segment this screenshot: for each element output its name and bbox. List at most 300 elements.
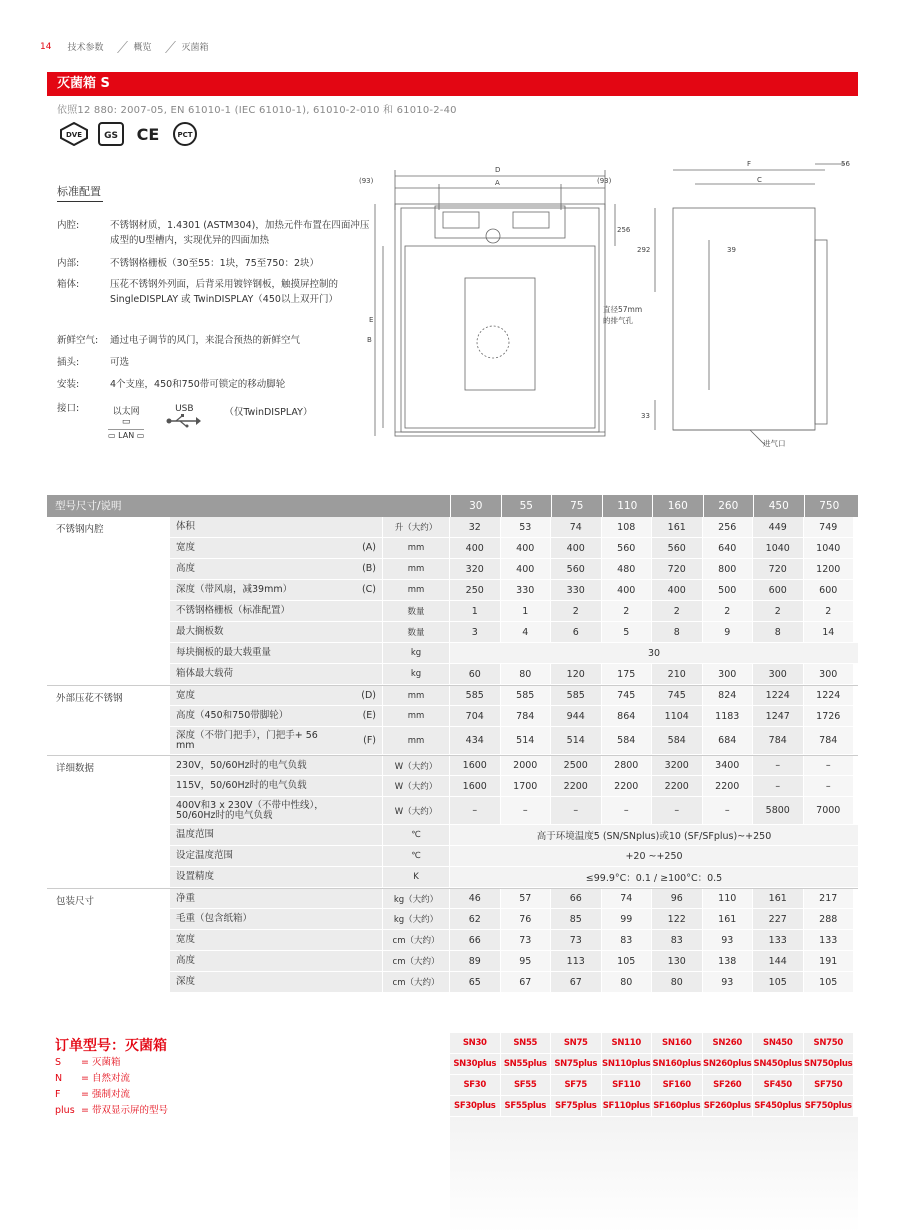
table-cell: 784 [804,727,855,754]
order-code: SN75 [551,1033,602,1053]
table-cell: 93 [703,972,754,992]
table-cell: 74 [551,517,602,537]
table-cell: 161 [703,909,754,929]
order-code: SN160plus [652,1054,703,1074]
table-cell: 3200 [652,756,703,775]
table-cell: 600 [753,580,804,600]
order-code: SF30plus [450,1096,501,1116]
table-cell: 514 [551,727,602,754]
certification-logos [60,122,198,146]
table-cell: 2 [753,601,804,621]
row-name [170,643,383,663]
order-code: SF260plus [703,1096,754,1116]
row-span-value: 高于环境温度5 (SN/SNplus)或10 (SF/SFplus)~+250 [450,825,858,845]
row-name [170,601,383,621]
table-cell: 300 [753,664,804,684]
row-span-value: +20 ~+250 [450,846,858,866]
table-cell: – [602,797,653,824]
config-value: 压花不锈钢外列面，后背采用镀锌钢板，触摸屏控制的SingleDISPLAY 或 TwinDISPLAY（450以上双开门） [110,279,339,305]
table-cell: 5 [602,622,653,642]
table-cell: 66 [551,889,602,908]
table-cell: 560 [652,538,703,558]
row-group [47,909,170,913]
table-cell: 2800 [602,756,653,775]
row-name-text: 最大搁板数 [176,626,224,637]
table-row [47,727,858,755]
row-name-text: 高度 [176,955,196,966]
table-cell: 500 [703,580,754,600]
table-cell: 400 [551,538,602,558]
row-name-text: 深度（带风扇，减39mm） [176,584,293,595]
page-title: 灭菌箱 S [47,72,858,96]
table-cell: 120 [551,664,602,684]
config-key: 内腔: [57,220,80,231]
row-unit: cm（大约） [383,930,450,950]
table-cell: 67 [551,972,602,992]
table-cell: 330 [551,580,602,600]
table-cell: 400 [602,580,653,600]
table-cell: 67 [501,972,552,992]
row-group [47,825,170,829]
ethernet-box: 以太网 ▭ ▭ LAN ▭ [108,404,144,440]
table-cell: 80 [652,972,703,992]
dim-e: E [369,316,374,324]
table-cell: 250 [450,580,501,600]
table-cell: 480 [602,559,653,579]
table-row [47,797,858,825]
table-cell: 53 [501,517,552,537]
table-cell: 584 [602,727,653,754]
table-cell: 4 [501,622,552,642]
table-cell: 300 [703,664,754,684]
table-cell: 144 [753,951,804,971]
order-code: SN30 [450,1033,501,1053]
row-name-text: 115V，50/60Hz时的电气负载 [176,780,307,791]
row-name-text: 净重 [176,892,196,904]
table-cell: 2 [703,601,754,621]
table-cell: 108 [602,517,653,537]
row-name [170,622,383,642]
standards-text: 依照12 880: 2007-05, EN 61010-1 (IEC 61010-1), 61010-2-010 和 61010-2-40 [57,105,457,116]
table-cell: 227 [753,909,804,929]
table-header [47,495,858,517]
order-code: SN260plus [703,1054,754,1074]
config-key: 插头: [57,357,80,368]
config-key: 箱体: [57,279,80,290]
order-row [450,1033,858,1054]
row-name [170,686,383,705]
order-code: SN55 [501,1033,552,1053]
row-name [170,727,383,754]
table-cell: 85 [551,909,602,929]
table-cell: 2200 [652,776,703,796]
breadcrumb-item[interactable]: 概览 [133,43,152,53]
row-name [170,889,383,908]
row-unit: mm [383,727,450,754]
front-view [375,170,615,436]
side-view [655,164,845,445]
dim-a: A [495,179,500,187]
table-cell: 46 [450,889,501,908]
row-group [47,622,170,626]
table-cell: 749 [804,517,855,537]
order-code: SN160 [652,1033,703,1053]
row-group [47,706,170,710]
row-group [47,727,170,731]
table-cell: 1183 [703,706,754,726]
table-cell: 320 [450,559,501,579]
table-cell: 3400 [703,756,754,775]
row-name-text: 400V和3 x 230V（不带中性线），50/60Hz时的电气负载 [176,799,324,821]
table-row [47,867,858,888]
table-cell: – [450,797,501,824]
table-cell: 6 [551,622,602,642]
row-unit: W（大约） [383,776,450,796]
table-cell: 1600 [450,756,501,775]
table-cell: 191 [804,951,855,971]
ethernet-port-icon: ▭ [121,417,131,427]
row-group [47,972,170,976]
order-code: SN750 [804,1033,855,1053]
row-group [47,797,170,801]
breadcrumb [40,40,209,53]
table-cell: 1104 [652,706,703,726]
row-unit: kg（大约） [383,889,450,908]
row-name [170,776,383,796]
row-unit: ℃ [383,846,450,866]
table-row [47,664,858,685]
table-row [47,601,858,622]
row-name-text: 箱体最大载荷 [176,668,234,679]
order-section [47,1033,858,1230]
config-key: 安装: [57,379,80,390]
row-unit: W（大约） [383,797,450,824]
row-unit: kg [383,664,450,684]
dim-256: 256 [617,226,631,234]
row-group [47,643,170,647]
order-legend [55,1055,168,1119]
order-row [450,1054,858,1075]
table-cell: 110 [703,889,754,908]
row-unit: cm（大约） [383,972,450,992]
row-unit: mm [383,580,450,600]
order-code: SF75plus [551,1096,602,1116]
table-cell: 2200 [551,776,602,796]
model-col: 55 [501,495,552,517]
order-code: SF750 [804,1075,855,1095]
table-cell: 400 [501,559,552,579]
table-cell: – [753,756,804,775]
legend-item: N = 自然对流 [55,1073,130,1084]
row-name [170,909,383,929]
row-name [170,846,383,866]
interfaces [108,404,312,440]
row-name [170,825,383,845]
table-cell: 161 [753,889,804,908]
model-col: 750 [804,495,855,517]
ce-text: CE [136,125,160,144]
table-cell: 1040 [753,538,804,558]
row-unit: mm [383,686,450,705]
row-group [47,951,170,955]
table-cell: 2000 [501,756,552,775]
table-cell: 73 [501,930,552,950]
table-cell: 3 [450,622,501,642]
order-code: SN110plus [602,1054,653,1074]
dim-93-left: (93) [359,177,374,185]
table-cell: 2 [551,601,602,621]
order-code: SF55plus [501,1096,552,1116]
table-cell: 113 [551,951,602,971]
row-name-text: 宽度 [176,689,196,701]
row-unit: kg（大约） [383,909,450,929]
row-name [170,538,383,558]
order-code: SN750plus [804,1054,855,1074]
table-cell: 514 [501,727,552,754]
row-name [170,559,383,579]
order-code: SN75plus [551,1054,602,1074]
table-cell: 95 [501,951,552,971]
table-cell: 584 [652,727,703,754]
table-cell: 1 [450,601,501,621]
table-cell: 161 [652,517,703,537]
order-code: SN30plus [450,1054,501,1074]
table-cell: 720 [652,559,703,579]
config-key: 新鲜空气: [57,335,99,346]
row-name [170,756,383,775]
table-cell: 800 [703,559,754,579]
gs-text: GS [104,131,118,141]
table-cell: 66 [450,930,501,950]
dim-d: D [495,166,501,174]
row-unit: K [383,867,450,887]
order-code: SN450plus [753,1054,804,1074]
ce-logo-icon [134,122,162,146]
row-name [170,867,383,887]
table-row [47,559,858,580]
row-group [47,846,170,850]
dve-text: DVE [65,131,83,139]
order-code: SF750plus [804,1096,855,1116]
row-name-text: 高度（450和750带脚轮） [176,710,289,721]
order-row [450,1075,858,1096]
table-cell: 2500 [551,756,602,775]
table-cell: 2200 [602,776,653,796]
row-group [47,601,170,605]
table-row [47,685,858,706]
table-cell: 2 [804,601,855,621]
model-col: 110 [602,495,653,517]
table-row [47,755,858,776]
table-cell: 122 [652,909,703,929]
row-name-text: 温度范围 [176,829,215,840]
row-group [47,538,170,542]
pct-text: PCT [177,131,193,139]
row-code: (C) [361,584,376,595]
row-unit: mm [383,538,450,558]
table-cell: 60 [450,664,501,684]
table-cell: 105 [753,972,804,992]
dim-56: 56 [841,160,850,168]
table-body [47,517,858,993]
table-cell: 57 [501,889,552,908]
row-group [47,776,170,780]
order-code: SF110 [602,1075,653,1095]
table-row [47,846,858,867]
row-name [170,664,383,684]
gs-logo-icon [98,122,124,146]
table-cell: 217 [804,889,855,908]
dim-292: 292 [637,246,651,254]
legend-item: F = 强制对流 [55,1089,130,1100]
row-name [170,930,383,950]
model-col: 30 [450,495,501,517]
row-unit: mm [383,559,450,579]
table-cell: 684 [703,727,754,754]
table-cell: 288 [804,909,855,929]
order-code: SF160plus [652,1096,703,1116]
row-name-text: 宽度 [176,934,196,945]
header-label: 型号尺寸/说明 [55,500,122,512]
table-cell: 824 [703,686,754,705]
table-cell: 434 [450,727,501,754]
row-name [170,517,383,537]
table-row [47,951,858,972]
table-cell: 704 [450,706,501,726]
dim-f: F [747,160,752,168]
row-name-text: 宽度 [176,542,196,553]
row-code: (E) [362,710,376,721]
order-code: SN450 [753,1033,804,1053]
page-number: 14 [40,41,52,52]
table-cell: 14 [804,622,855,642]
row-name-text: 深度 [176,976,196,987]
config-key: 接口: [57,403,80,414]
table-cell: 93 [703,930,754,950]
table-cell: 1247 [753,706,804,726]
table-cell: 400 [652,580,703,600]
config-value: 不锈钢格栅板（30至55：1块，75至750：2块） [110,258,319,269]
table-cell: 175 [602,664,653,684]
table-cell: 99 [602,909,653,929]
row-name-text: 设定温度范围 [176,850,234,861]
table-cell: 130 [652,951,703,971]
spec-table [47,495,858,993]
table-cell: 1600 [450,776,501,796]
row-code: (D) [361,689,376,701]
order-code: SF450 [753,1075,804,1095]
config-value: 4个支座，450和750带可锁定的移动脚轮 [110,379,286,390]
model-col: 260 [703,495,754,517]
dim-93-right: (93) [597,177,612,185]
dim-39: 39 [727,246,736,254]
table-cell: 600 [804,580,855,600]
table-cell: 8 [753,622,804,642]
row-name-text: 高度 [176,563,196,574]
table-cell: 784 [501,706,552,726]
dimension-drawing [355,160,855,460]
table-cell: 745 [652,686,703,705]
breadcrumb-item[interactable]: 灭菌箱 [181,43,209,53]
lan-label: LAN [118,431,135,440]
intake-label: 进气口 [763,439,786,448]
row-name [170,972,383,992]
table-row [47,706,858,727]
table-row [47,888,858,909]
twin-display-note: （仅TwinDISPLAY） [224,407,313,418]
table-row [47,972,858,993]
order-code: SF110plus [602,1096,653,1116]
table-cell: 73 [551,930,602,950]
row-name [170,580,383,600]
dve-logo-icon [60,122,88,146]
row-unit: 数量 [383,601,450,621]
table-cell: 7000 [804,797,855,824]
order-code: SN110 [602,1033,653,1053]
row-unit: ℃ [383,825,450,845]
row-name-text: 体积 [176,521,196,532]
table-cell: 560 [551,559,602,579]
row-group: 包装尺寸 [56,896,95,907]
row-name [170,951,383,971]
dim-b: B [367,336,372,344]
standard-config-title: 标准配置 [57,183,103,202]
breadcrumb-separator [152,41,176,53]
table-cell: 65 [450,972,501,992]
table-cell: 96 [652,889,703,908]
table-cell: 944 [551,706,602,726]
row-name [170,706,383,726]
order-code: SN55plus [501,1054,552,1074]
exhaust-label: 直径57mm [603,305,643,314]
table-row [47,580,858,601]
row-name-text: 不锈钢格栅板（标准配置） [176,605,291,616]
order-fill [450,1117,858,1230]
legend-item: plus = 带双显示屏的型号 [55,1105,168,1116]
table-cell: 105 [804,972,855,992]
breadcrumb-item[interactable]: 技术参数 [67,43,104,53]
config-value: 可选 [110,357,130,368]
config-value: 通过电子调节的风门，来混合预热的新鲜空气 [110,335,301,346]
table-cell: – [753,776,804,796]
row-group [47,930,170,934]
order-row [450,1096,858,1117]
table-cell: 400 [501,538,552,558]
table-cell: 330 [501,580,552,600]
table-cell: 1 [501,601,552,621]
order-code: SF30 [450,1075,501,1095]
table-cell: 105 [602,951,653,971]
table-cell: 2 [652,601,703,621]
table-cell: 80 [501,664,552,684]
order-code: SF160 [652,1075,703,1095]
model-col: 450 [753,495,804,517]
row-group [47,867,170,871]
row-group [47,664,170,668]
usb-icon [166,414,202,428]
config-value: 不锈钢材质，1.4301 (ASTM304)，加热元件布置在四面冲压成型的U型槽内，实现优异的四面加热 [110,220,370,246]
table-cell: 1040 [804,538,855,558]
table-cell: 864 [602,706,653,726]
table-cell: 300 [804,664,855,684]
row-group: 详细数据 [56,763,95,774]
table-cell: 745 [602,686,653,705]
row-code: (A) [362,542,376,553]
pct-logo-icon [172,122,198,146]
table-cell: 32 [450,517,501,537]
table-cell: 62 [450,909,501,929]
row-unit: 升（大约） [383,517,450,537]
